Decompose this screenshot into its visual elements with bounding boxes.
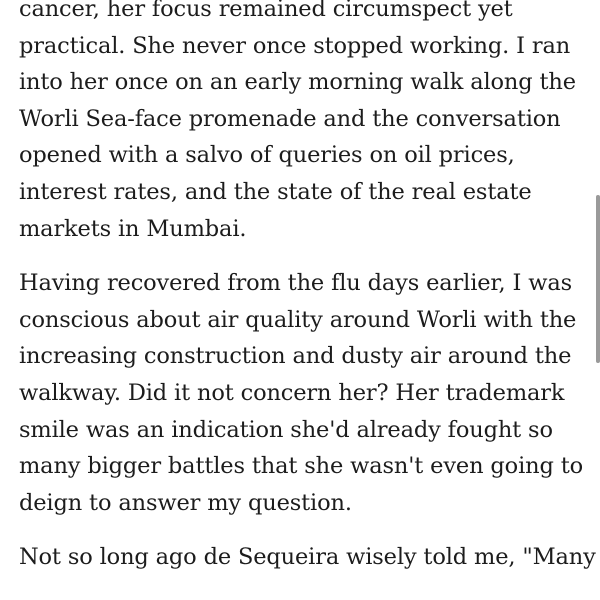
- text-line: many bigger battles that she wasn't even going to: [19, 453, 583, 480]
- text-line: walkway. Did it not concern her? Her trademark: [19, 379, 565, 406]
- text-line: Not so long ago de Sequeira wisely told me, "Many: [19, 544, 596, 571]
- article-paragraph: [19, 0, 587, 247]
- scrollbar-thumb[interactable]: [596, 195, 600, 363]
- text-line: Worli Sea-face promenade and the conversation: [19, 105, 561, 132]
- text-line: into her once on an early morning walk along the: [19, 69, 576, 96]
- article-paragraph: [19, 539, 596, 576]
- text-line: interest rates, and the state of the real estate: [19, 178, 532, 205]
- text-line: conscious about air quality around Worli with the: [19, 306, 577, 333]
- text-line: smile was an indication she'd already fought so: [19, 416, 553, 443]
- text-line: opened with a salvo of queries on oil prices,: [19, 142, 515, 169]
- text-line: cancer, her focus remained circumspect yet: [19, 0, 513, 22]
- article-body: [19, 0, 596, 576]
- text-line: Having recovered from the flu days earlier, I was: [19, 270, 573, 297]
- text-line: increasing construction and dusty air around the: [19, 343, 572, 370]
- text-line: markets in Mumbai.: [19, 215, 247, 242]
- article-paragraph: [19, 265, 587, 521]
- text-line: deign to answer my question.: [19, 489, 352, 516]
- text-line: practical. She never once stopped working. I ran: [19, 32, 571, 59]
